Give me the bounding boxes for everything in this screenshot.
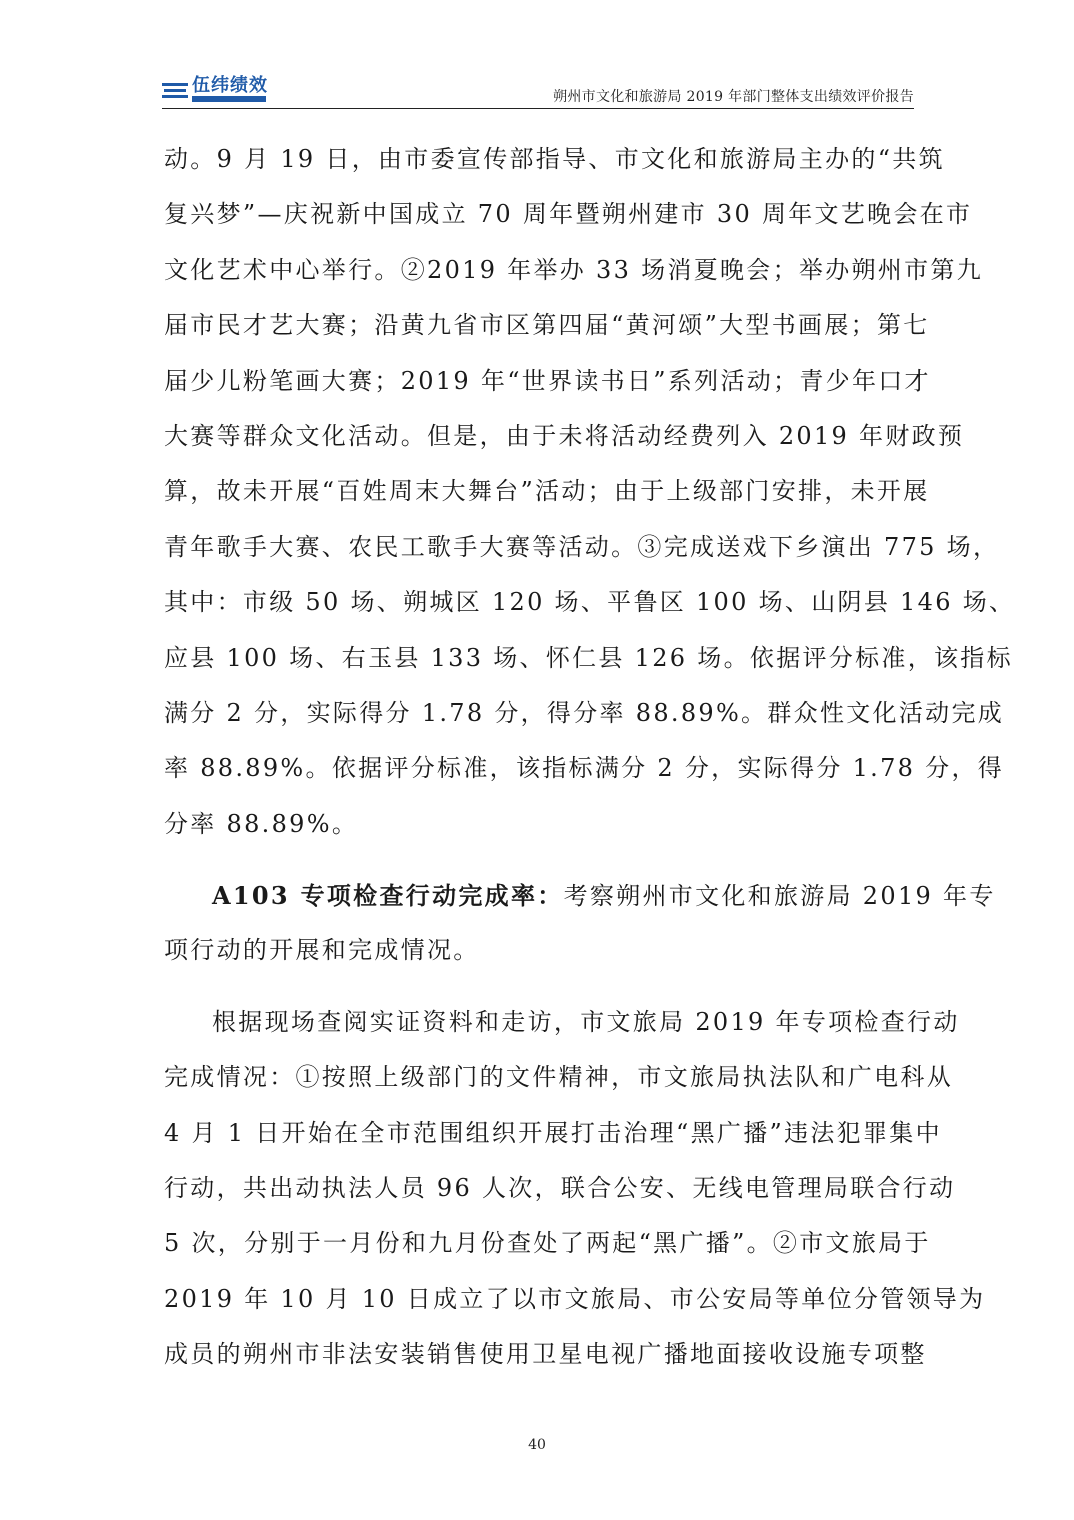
paragraph-inspection <box>164 995 986 1383</box>
text-line: 大赛等群众文化活动。但是，由于未将活动经费列入 2019 年财政预 <box>164 421 965 450</box>
text-line: 行动，共出动执法人员 96 人次，联合公安、无线电管理局联合行动 <box>164 1174 956 1203</box>
text-line: 届少儿粉笔画大赛；2019 年“世界读书日”系列活动；青少年口才 <box>164 366 931 395</box>
text-line: 算，故未开展“百姓周末大舞台”活动；由于上级部门安排，未开展 <box>164 477 930 506</box>
logo-text: 伍纬绩效 <box>192 75 268 96</box>
paragraph-activities <box>164 132 1016 852</box>
text-line: 根据现场查阅实证资料和走访，市文旅局 2019 年专项检查行动 <box>212 1007 960 1036</box>
text-line: 2019 年 10 月 10 日成立了以市文旅局、市公安局等单位分管领导为 <box>164 1284 986 1313</box>
page-number: 40 <box>528 1437 546 1453</box>
text-line: 青年歌手大赛、农民工歌手大赛等活动。③完成送戏下乡演出 775 场， <box>164 532 1000 561</box>
header-title: 朔州市文化和旅游局 2019 年部门整体支出绩效评价报告 <box>553 89 914 105</box>
text-line: 文化艺术中心举行。②2019 年举办 33 场消夏晚会；举办朔州市第九 <box>164 255 984 284</box>
text-line: 5 次，分别于一月份和九月份查处了两起“黑广播”。②市文旅局于 <box>164 1229 931 1258</box>
text-line: 届市民才艺大赛；沿黄九省市区第四届“黄河颂”大型书画展；第七 <box>164 311 930 340</box>
section-heading: A103 专项检查行动完成率： <box>212 881 564 911</box>
paragraph-a103 <box>164 868 996 979</box>
text-line: 动。9 月 19 日，由市委宣传部指导、市文化和旅游局主办的“共筑 <box>164 145 945 173</box>
text-line: 分率 88.89%。 <box>164 809 359 838</box>
text-line: 成员的朔州市非法安装销售使用卫星电视广播地面接收设施专项整 <box>164 1340 927 1369</box>
paragraph-gap <box>164 979 914 995</box>
page-header <box>162 74 914 109</box>
text-line <box>164 868 996 923</box>
text-line: 其中：市级 50 场、朔城区 120 场、平鲁区 100 场、山阴县 146 场、 <box>164 588 1016 617</box>
text-line: 完成情况：①按照上级部门的文件精神，市文旅局执法队和广电科从 <box>164 1063 953 1092</box>
heading-text: 考察朔州市文化和旅游局 2019 年专 <box>563 882 996 911</box>
text-line: 项行动的开展和完成情况。 <box>164 936 480 965</box>
logo-icon <box>162 80 190 102</box>
text-line: 4 月 1 日开始在全市范围组织开展打击治理“黑广播”违法犯罪集中 <box>164 1118 942 1147</box>
text-line: 满分 2 分，实际得分 1.78 分，得分率 88.89%。群众性文化活动完成 <box>164 698 1005 727</box>
document-body <box>164 132 1016 1383</box>
company-logo <box>162 76 272 104</box>
logo-underline <box>192 96 266 102</box>
text-line: 应县 100 场、右玉县 133 场、怀仁县 126 场。依据评分标准，该指标 <box>164 643 1013 672</box>
paragraph-gap <box>164 852 914 868</box>
text-line: 率 88.89%。依据评分标准，该指标满分 2 分，实际得分 1.78 分，得 <box>164 754 1005 783</box>
text-line: 复兴梦”—庆祝新中国成立 70 周年暨朔州建市 30 周年文艺晚会在市 <box>164 200 973 229</box>
